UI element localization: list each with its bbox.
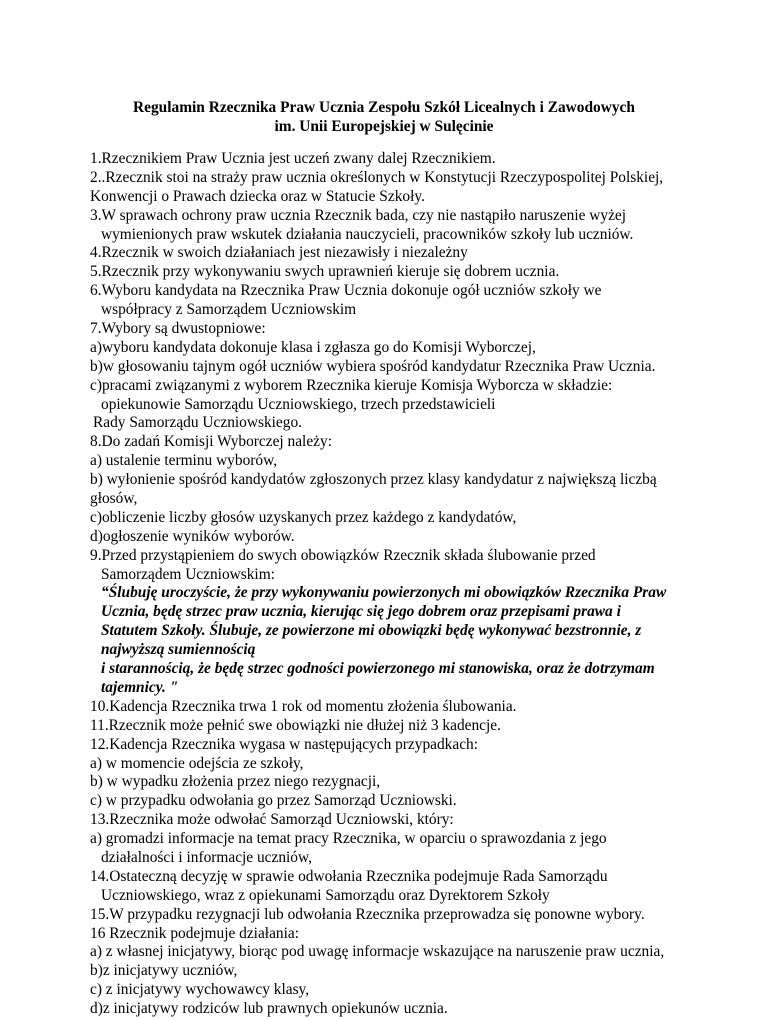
text-line: b) w wypadku złożenia przez niego rezygnacji, (90, 773, 381, 791)
text-line: głosów, (90, 490, 138, 508)
title-line-1: Regulamin Rzecznika Praw Ucznia Zespołu Szkół Licealnych i Zawodowych (133, 99, 635, 116)
text-line: c)pracami związanymi z wyborem Rzecznika kieruje Komisja Wyborcza w składzie: (90, 376, 613, 394)
text-line: współpracy z Samorządem Uczniowskim (101, 301, 357, 319)
text-line: Konwencji o Prawach dziecka oraz w Statucie Szkoły. (90, 187, 425, 205)
oath-line: tajemnicy. " (101, 678, 179, 696)
text-line: 6.Wyboru kandydata na Rzecznika Praw Ucznia dokonuje ogół uczniów szkoły we (90, 282, 602, 300)
text-line: a) w momencie odejścia ze szkoły, (90, 754, 304, 772)
oath-line: i starannością, że będę strzec godności powierzonego mi stanowiska, oraz że dotrzymam (101, 660, 655, 678)
text-line: 4.Rzecznik w swoich działaniach jest niezawisły i niezależny (90, 244, 468, 262)
title-line-2: im. Unii Europejskiej w Sulęcinie (274, 117, 494, 135)
text-line: Uczniowskiego, wraz z opiekunami Samorządu oraz Dyrektorem Szkoły (101, 886, 550, 904)
text-line: 16 Rzecznik podejmuje działania: (90, 924, 299, 942)
text-line: 15.W przypadku rezygnacji lub odwołania Rzecznika przeprowadza się ponowne wybory. (90, 905, 645, 923)
text-line: 1.Rzecznikiem Praw Ucznia jest uczeń zwany dalej Rzecznikiem. (90, 150, 496, 167)
text-line: 10.Kadencja Rzecznika trwa 1 rok od momentu złożenia ślubowania. (90, 697, 517, 715)
document-title (0, 99, 768, 137)
text-line: 13.Rzecznika może odwołać Samorząd Uczniowski, który: (90, 811, 454, 829)
text-line: a)wyboru kandydata dokonuje klasa i zgłasza go do Komisji Wyborczej, (90, 338, 536, 356)
text-line: opiekunowie Samorządu Uczniowskiego, trzech przedstawicieli (101, 395, 496, 413)
text-line: 8.Do zadań Komisji Wyborczej należy: (90, 433, 332, 451)
text-line: 5.Rzecznik przy wykonywaniu swych uprawnień kieruje się dobrem ucznia. (90, 263, 560, 281)
document-body (90, 150, 750, 1019)
oath-line: najwyższą sumiennością (101, 641, 256, 659)
text-line: d)ogłoszenie wyników wyborów. (90, 527, 295, 545)
text-line: c) w przypadku odwołania go przez Samorząd Uczniowski. (90, 792, 457, 810)
text-line: a) gromadzi informacje na temat pracy Rzecznika, w oparciu o sprawozdania z jego (90, 830, 607, 848)
text-line: 14.Ostateczną decyzję w sprawie odwołania Rzecznika podejmuje Rada Samorządu (90, 867, 608, 885)
text-line: 2..Rzecznik stoi na straży praw ucznia określonych w Konstytucji Rzeczypospolitej Polskiej, (90, 168, 664, 186)
text-line: c) z inicjatywy wychowawcy klasy, (90, 981, 310, 999)
text-line: 3.W sprawach ochrony praw ucznia Rzecznik bada, czy nie nastąpiło naruszenie wyżej (90, 206, 627, 224)
oath-line: Statutem Szkoły. Ślubuje, ze powierzone mi obowiązki będę wykonywać bezstronnie, z (101, 622, 642, 640)
text-line: 9.Przed przystąpieniem do swych obowiązków Rzecznik składa ślubowanie przed (90, 546, 596, 564)
text-line: 11.Rzecznik może pełnić swe obowiązki nie dłużej niż 3 kadencje. (90, 716, 501, 734)
text-line: wymienionych praw wskutek działania nauczycieli, pracowników szkoły lub uczniów. (101, 225, 634, 243)
text-line: 7.Wybory są dwustopniowe: (90, 320, 266, 338)
text-line: b) wyłonienie spośród kandydatów zgłoszonych przez klasy kandydatur z największą liczbą (90, 471, 657, 489)
text-line: a) ustalenie terminu wyborów, (90, 452, 278, 470)
oath-line: “Ślubuję uroczyście, że przy wykonywaniu powierzonych mi obowiązków Rzecznika Praw (101, 584, 667, 602)
text-line: 12.Kadencja Rzecznika wygasa w następujących przypadkach: (90, 735, 479, 753)
text-line: b)w głosowaniu tajnym ogół uczniów wybiera spośród kandydatur Rzecznika Praw Ucznia. (90, 357, 656, 375)
text-line: c)obliczenie liczby głosów uzyskanych przez każdego z kandydatów, (90, 508, 517, 526)
text-line: d)z inicjatywy rodziców lub prawnych opiekunów ucznia. (90, 1000, 448, 1018)
text-line: a) z własnej inicjatywy, biorąc pod uwagę informacje wskazujące na naruszenie praw ucznia, (90, 943, 665, 961)
text-line: b)z inicjatywy uczniów, (90, 962, 238, 980)
text-line: Samorządem Uczniowskim: (101, 565, 275, 583)
text-line: Rady Samorządu Uczniowskiego. (93, 414, 303, 432)
text-line: działalności i informacje uczniów, (101, 848, 312, 866)
oath-line: Ucznia, będę strzec praw ucznia, kierując się jego dobrem oraz przepisami prawa i (101, 603, 621, 621)
